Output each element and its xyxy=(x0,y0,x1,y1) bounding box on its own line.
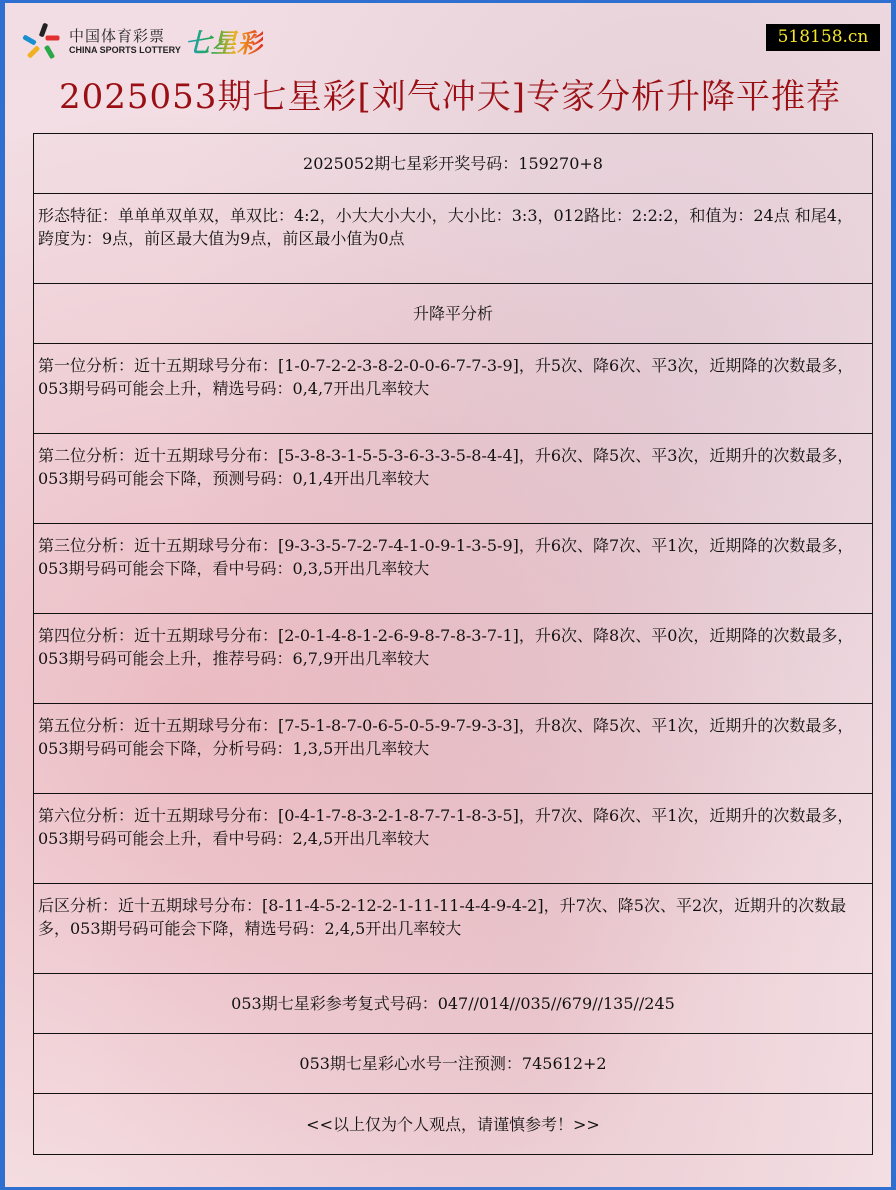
position-analysis-row xyxy=(34,794,872,884)
compound-numbers-row xyxy=(34,974,872,1034)
section-heading-row xyxy=(34,284,872,344)
position-analysis-row xyxy=(34,614,872,704)
position-analysis-row xyxy=(34,704,872,794)
draw-result: 2025052期七星彩开奖号码：159270+8 xyxy=(303,154,603,173)
analysis-table xyxy=(33,133,873,1155)
section-heading: 升降平分析 xyxy=(412,304,493,323)
lottery-logo-icon xyxy=(23,21,63,61)
disclaimer-row xyxy=(34,1094,872,1154)
logo-english-name: CHINA SPORTS LOTTERY xyxy=(69,44,181,55)
draw-result-row xyxy=(34,134,872,194)
page-title: 2025053期七星彩[刘气冲天]专家分析升降平推荐 xyxy=(59,77,841,117)
pattern-features: 形态特征：单单单双单双，单双比：4:2，小大大小大小，大小比：3:3，012路比：2:2:2，和值为：24点 和尾4，跨度为：9点，前区最大值为9点，前区最小值为0点 xyxy=(38,206,853,248)
position-analysis-row xyxy=(34,524,872,614)
back-zone-analysis: 后区分析：近十五期球号分布：[8-11-4-5-2-12-2-1-11-11-4-4-9-4-2]，升7次、降5次、平2次，近期升的次数最多，053期号码可能会下降，精选号码：2,4,5开出几率较大 xyxy=(38,896,847,938)
position-analysis-5: 第五位分析：近十五期球号分布：[7-5-1-8-7-0-6-5-0-5-9-7-9-3-3]，升8次、降5次、平1次，近期升的次数最多，053期号码可能会下降，分析号码：1,3,5开出几率较大 xyxy=(38,716,854,758)
lottery-logo xyxy=(23,21,263,61)
logo-brand: 七星彩 xyxy=(185,23,263,60)
position-analysis-row xyxy=(34,434,872,524)
site-badge[interactable]: 518158.cn xyxy=(766,24,880,51)
position-analysis-row xyxy=(34,344,872,434)
compound-numbers: 053期七星彩参考复式号码：047//014//035//679//135//245 xyxy=(231,994,675,1013)
position-analysis-1: 第一位分析：近十五期球号分布：[1-0-7-2-2-3-8-2-0-0-6-7-7-3-9]，升5次、降6次、平3次，近期降的次数最多，053期号码可能会上升，精选号码：0,4,7开出几率较大 xyxy=(38,356,854,398)
position-analysis-6: 第六位分析：近十五期球号分布：[0-4-1-7-8-3-2-1-8-7-7-1-8-3-5]，升7次、降6次、平1次，近期升的次数最多，053期号码可能会上升，看中号码：2,4,5开出几率较大 xyxy=(38,806,854,848)
position-analysis-3: 第三位分析：近十五期球号分布：[9-3-3-5-7-2-7-4-1-0-9-1-3-5-9]，升6次、降7次、平1次，近期降的次数最多，053期号码可能会下降，看中号码：0,3,5开出几率较大 xyxy=(38,536,854,578)
page-frame xyxy=(3,3,893,1187)
position-analysis-4: 第四位分析：近十五期球号分布：[2-0-1-4-8-1-2-6-9-8-7-8-3-7-1]，升6次、降8次、平0次，近期降的次数最多，053期号码可能会上升，推荐号码：6,7,9开出几率较大 xyxy=(38,626,854,668)
single-prediction-row xyxy=(34,1034,872,1094)
header xyxy=(5,3,895,131)
pattern-features-row xyxy=(34,194,872,284)
disclaimer: <<以上仅为个人观点，请谨慎参考！>> xyxy=(306,1114,600,1134)
back-zone-analysis-row xyxy=(34,884,872,974)
logo-chinese-name: 中国体育彩票 xyxy=(69,26,166,45)
single-prediction: 053期七星彩心水号一注预测：745612+2 xyxy=(299,1054,607,1073)
position-analysis-2: 第二位分析：近十五期球号分布：[5-3-8-3-1-5-5-3-6-3-3-5-8-4-4]，升6次、降5次、平3次，近期升的次数最多，053期号码可能会下降，预测号码：0,1,4开出几率较大 xyxy=(38,446,854,488)
